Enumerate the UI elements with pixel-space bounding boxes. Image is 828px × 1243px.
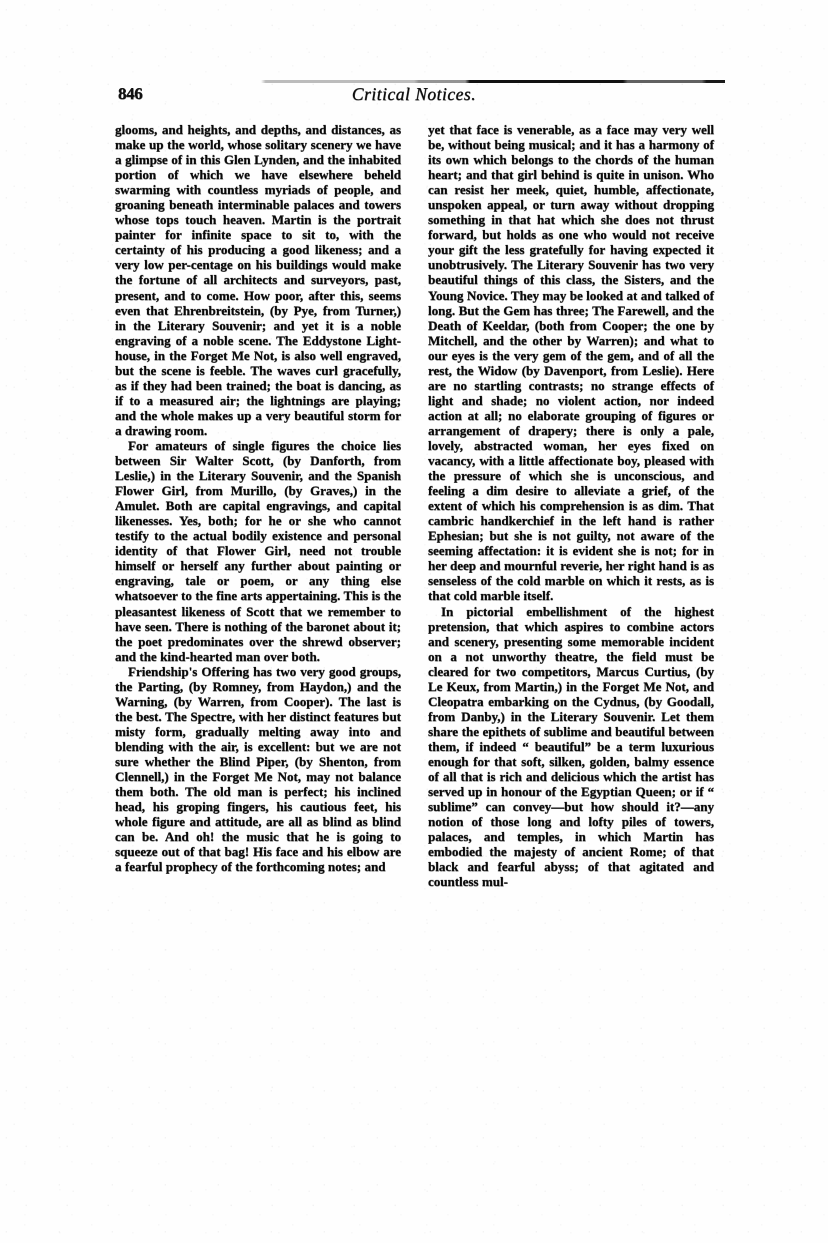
page-header (0, 84, 828, 118)
body-paragraph: In pictorial embellishment of the highest pretension, that which aspires to combine actors and scenery, presenting some memorable incident on a not unworthy theatre, the field must be cleared for two competitors, Marcus Curtius, (by Le Keux, from Martin,) in the Forget Me Not, and Cleopatra embarking on the Cydnus, (by Goodall, from Danby,) in the Literary Souvenir. Let them share the epithets of sublime and beautiful between them, if indeed “ beautiful” be a term luxurious enough for that soft, silken, golden, balmy essence of all that is rich and delicious which the artist has served up in honour of the Egyptian Queen; or if “ sublime” can convey—but how should it?—any notion of those long and lofty piles of towers, palaces, and temples, in which Martin has embodied the majesty of ancient Rome; of that black and fearful abyss; of that agitated and countless mul- (428, 603, 714, 890)
body-paragraph: For amateurs of single figures the choice lies between Sir Walter Scott, (by Danforth, from Leslie,) in the Literary Souvenir, and the Spanish Flower Girl, from Murillo, (by Graves,) in the Amulet. Both are capital engravings, and capital likenesses. Yes, both; for he or she who cannot testify to the actual bodily existence and personal identity of that Flower Girl, need not trouble himself or herself any further about painting or engraving, tale or poem, or any thing else whatsoever to the fine arts appertaining. This is the pleasantest likeness of Scott that we remember to have seen. There is nothing of the baronet about it; the poet predominates over the shrewd observer; and the kind-hearted man over both. (115, 437, 401, 664)
body-paragraph: Friendship's Offering has two very good groups, the Parting, (by Romney, from Haydon,) and the Warning, (by Warren, from Cooper). The last is the best. The Spectre, with her distinct features but misty form, gradually melting away into and blending with the air, is excellent: but we are not sure whether the Blind Piper, (by Shenton, from Clennell,) in the Forget Me Not, may not balance them both. The old man is perfect; his inclined head, his groping fingers, his cautious feet, his whole figure and attitude, are all as blind as blind can be. And oh! the music that he is going to squeeze out of that bag! His face and his elbow are a fearful prophecy of the forthcoming notes; and (115, 663, 401, 875)
body-paragraph: glooms, and heights, and depths, and distances, as make up the world, whose solitary scenery we have a glimpse of in this Glen Lynden, and the inhabited portion of which we have elsewhere beheld swarming with countless myriads of people, and groaning beneath interminable palaces and towers whose tops touch heaven. Martin is the portrait painter for infinite space to sit to, with the certainty of his producing a good likeness; and a very low per-centage on his buildings would make the fortune of all architects and surveyors, past, present, and to come. How poor, after this, seems even that Ehrenbreitstein, (by Pye, from Turner,) in the Literary Souvenir; and yet it is a noble engraving of a noble scene. The Eddystone Light-house, in the Forget Me Not, is also well engraved, but the scene is feeble. The waves curl gracefully, as if they had been trained; the boat is dancing, as if to a measured air; the lightnings are playing; and the whole makes up a very beautiful storm for a drawing room. (115, 122, 401, 438)
body-columns (115, 122, 715, 889)
header-rule (261, 80, 725, 83)
page-number: 846 (118, 84, 143, 103)
text-column-left (115, 122, 401, 889)
running-head-title: Critical Notices. (351, 84, 477, 104)
body-paragraph: yet that face is venerable, as a face may very well be, without being musical; and it has a harmony of its own which belongs to the chords of the human heart; and that girl behind is quite in unison. Who can resist her meek, quiet, humble, affectionate, unspoken appeal, or turn away without dropping something in that hat which she does not thrust forward, but holds as one who would not receive your gift the less gratefully for having expected it unobtrusively. The Literary Souvenir has two very beautiful things of this class, the Sisters, and the Young Novice. They may be looked at and talked of long. But the Gem has three; The Farewell, and the Death of Keeldar, (both from Cooper; the one by Mitchell, and the other by Warren); and what to our eyes is the very gem of the gem, and of all the rest, the Widow (by Davenport, from Leslie). Here are no startling contrasts; no strange effects of light and shade; no violent action, nor indeed action at all; no elaborate grouping of figures or arrangement of drapery; there is only a pale, lovely, abstracted woman, her eyes fixed on vacancy, with a little affectionate boy, pleased with the pressure of which she is unconscious, and feeling a dim desire to alleviate a grief, of the extent of which his comprehension is as dim. That cambric handkerchief in the left hand is rather Ephesian; but she is not guilty, not aware of the seeming affectation: it is evident she is not; for in her deep and mournful reverie, her right hand is as senseless of the cold marble on which it rests, as is that cold marble itself. (428, 122, 714, 604)
text-column-right (428, 122, 714, 889)
